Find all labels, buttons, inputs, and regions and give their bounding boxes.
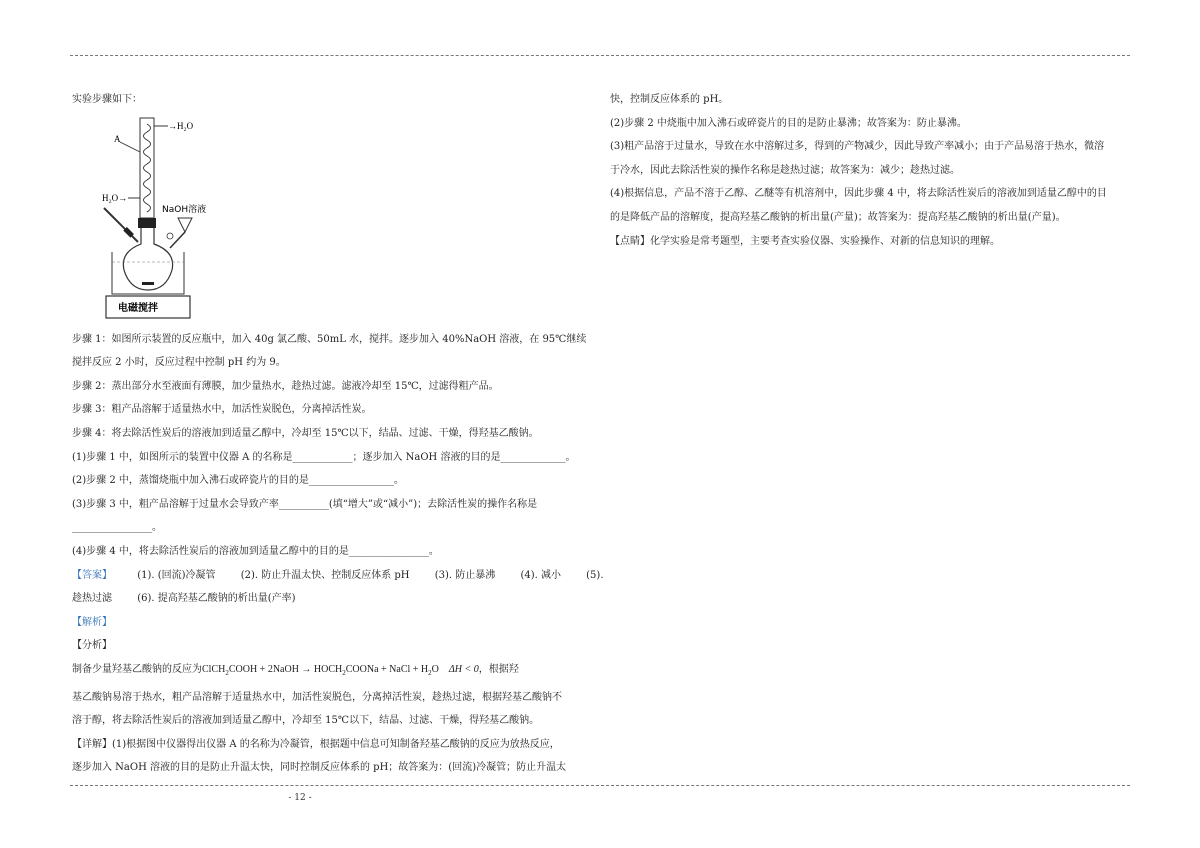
thermometer bbox=[104, 208, 138, 242]
answer-tag: 【答案】 bbox=[72, 569, 112, 581]
dianjing-line: 【点睛】化学实验是常考题型，主要考查实验仪器、实验操作、对新的信息知识的理解。 bbox=[610, 235, 1000, 247]
answer-2: (2). 防止升温太快、控制反应体系 pH bbox=[240, 569, 410, 581]
right-line5: (4)根据信息，产品不溶于乙醇、乙醚等有机溶剂中，因此步骤 4 中，将去除活性炭后的溶液加到适量乙醇中的目 bbox=[610, 188, 1107, 200]
answer-4: (4). 减小 bbox=[520, 569, 561, 581]
answer-line2 bbox=[72, 587, 590, 611]
header-rule bbox=[70, 55, 1130, 56]
answer-1: (1). (回流)冷凝管 bbox=[137, 569, 216, 581]
left-column bbox=[72, 88, 604, 780]
analysis-tag: 【解析】 bbox=[72, 616, 112, 628]
step3-text: 步骤 3：粗产品溶解于适量热水中，加活性炭脱色，分离掉活性炭。 bbox=[72, 404, 372, 416]
fenxi-line3: 溶于醇，将去除活性炭后的溶液加到适量乙醇中，冷却至 15℃以下，结晶、过滤、干燥，得羟基乙酸钠。 bbox=[72, 715, 540, 727]
detail-line2: 逐步加入 NaOH 溶液的目的是防止升温太快，同时控制反应体系的 pH；故答案为：(回流)冷凝管；防止升温太 bbox=[72, 762, 567, 774]
question-1: (1)步骤 1 中，如图所示的装置中仪器 A 的名称是____________；逐步加入 NaOH 溶液的目的是_____________。 bbox=[72, 451, 576, 463]
step1-line2: 搅拌反应 2 小时，反应过程中控制 pH 约为 9。 bbox=[72, 357, 286, 369]
right-line3: (3)粗产品溶于过量水，导致在水中溶解过多，得到的产物减少，因此导致产率减小；由于产品易溶于热水，微溶 bbox=[610, 141, 1105, 153]
detail-line1: 【详解】(1)根据图中仪器得出仪器 A 的名称为冷凝管，根据题中信息可知制备羟基乙酸钠的反应为放热反应， bbox=[72, 738, 560, 750]
water-out-label: →H₂O bbox=[168, 120, 194, 131]
naoh-label: NaOH溶液 bbox=[162, 204, 207, 215]
question-2: (2)步骤 2 中，蒸馏烧瓶中加入沸石或碎瓷片的目的是_________________。 bbox=[72, 475, 404, 487]
right-line2: (2)步骤 2 中烧瓶中加入沸石或碎瓷片的目的是防止暴沸；故答案为：防止暴沸。 bbox=[610, 117, 967, 129]
page-number: - 12 - bbox=[288, 793, 312, 803]
dianjing-tag: 【点睛】 bbox=[610, 235, 650, 247]
stirrer-label: 电磁搅拌 bbox=[118, 302, 158, 314]
reaction-formula: ClCH$_2$COOH + 2NaOH → $HOCH_2COONa$ + NaCl + $H_2O$ ΔH < 0 bbox=[202, 663, 479, 677]
apparatus-figure bbox=[98, 112, 238, 326]
step4-text: 步骤 4：将去除活性炭后的溶液加到适量乙醇中，冷却至 15℃以下，结晶、过滤、干燥，得羟基乙酸钠。 bbox=[72, 427, 539, 439]
step1-line1: 步骤 1：如图所示装置的反应瓶中，加入 40g 氯乙酸、50mL 水，搅拌。逐步加入 40%NaOH 溶液，在 95℃继续 bbox=[72, 333, 587, 345]
stopper bbox=[138, 218, 156, 228]
right-line4: 于冷水，因此去除活性炭的操作名称是趁热过滤；故答案为：减少；趁热过滤。 bbox=[610, 164, 960, 176]
answer-6: (6). 提高羟基乙酸钠的析出量(产率) bbox=[137, 593, 296, 605]
footer-rule bbox=[70, 785, 1130, 786]
water-bath bbox=[112, 252, 184, 294]
right-column bbox=[610, 88, 1130, 253]
right-line1: 快，控制反应体系的 pH。 bbox=[610, 94, 729, 105]
condenser-tube bbox=[140, 118, 154, 218]
answer-line1 bbox=[72, 564, 604, 588]
intro-text: 实验步骤如下： bbox=[72, 94, 142, 105]
answer-5: 趁热过滤 bbox=[72, 593, 112, 605]
stir-bar bbox=[142, 282, 154, 285]
dropping-funnel bbox=[178, 218, 192, 232]
reaction-equation-line bbox=[72, 658, 590, 686]
answer-5-label: (5). bbox=[586, 569, 604, 581]
formula-prefix: 制备少量羟基乙酸钠的反应为 bbox=[72, 663, 202, 675]
detail-tag: 【详解】 bbox=[72, 738, 112, 750]
step2-text: 步骤 2：蒸出部分水至液面有薄膜，加少量热水，趁热过滤。滤液冷却至 15℃，过滤得粗产品。 bbox=[72, 380, 499, 392]
question-3-line2: ________________。 bbox=[72, 522, 162, 534]
answer-3: (3). 防止暴沸 bbox=[434, 569, 496, 581]
question-3-line1: (3)步骤 3 中，粗产品溶解于过量水会导致产率__________(填“增大”或“减小”)；去除活性炭的操作名称是 bbox=[72, 498, 538, 510]
fenxi-line2: 基乙酸钠易溶于热水，粗产品溶解于适量热水中，加活性炭脱色，分离掉活性炭，趁热过滤，根据羟基乙酸钠不 bbox=[72, 691, 562, 703]
question-4: (4)步骤 4 中，将去除活性炭后的溶液加到适量乙醇中的目的是________________。 bbox=[72, 545, 439, 557]
water-in-label: H₂O→ bbox=[102, 192, 128, 203]
apparatus-diagram bbox=[98, 112, 238, 326]
label-a: A bbox=[114, 133, 121, 144]
enthalpy: ΔH < 0 bbox=[448, 663, 479, 675]
formula-suffix: ，根据羟 bbox=[478, 663, 519, 675]
right-line6: 的是降低产品的溶解度，提高羟基乙酸钠的析出量(产量)；故答案为：提高羟基乙酸钠的析出量(产量)。 bbox=[610, 211, 1066, 223]
fenxi-tag: 【分析】 bbox=[72, 640, 112, 652]
condenser-coil bbox=[144, 124, 151, 212]
